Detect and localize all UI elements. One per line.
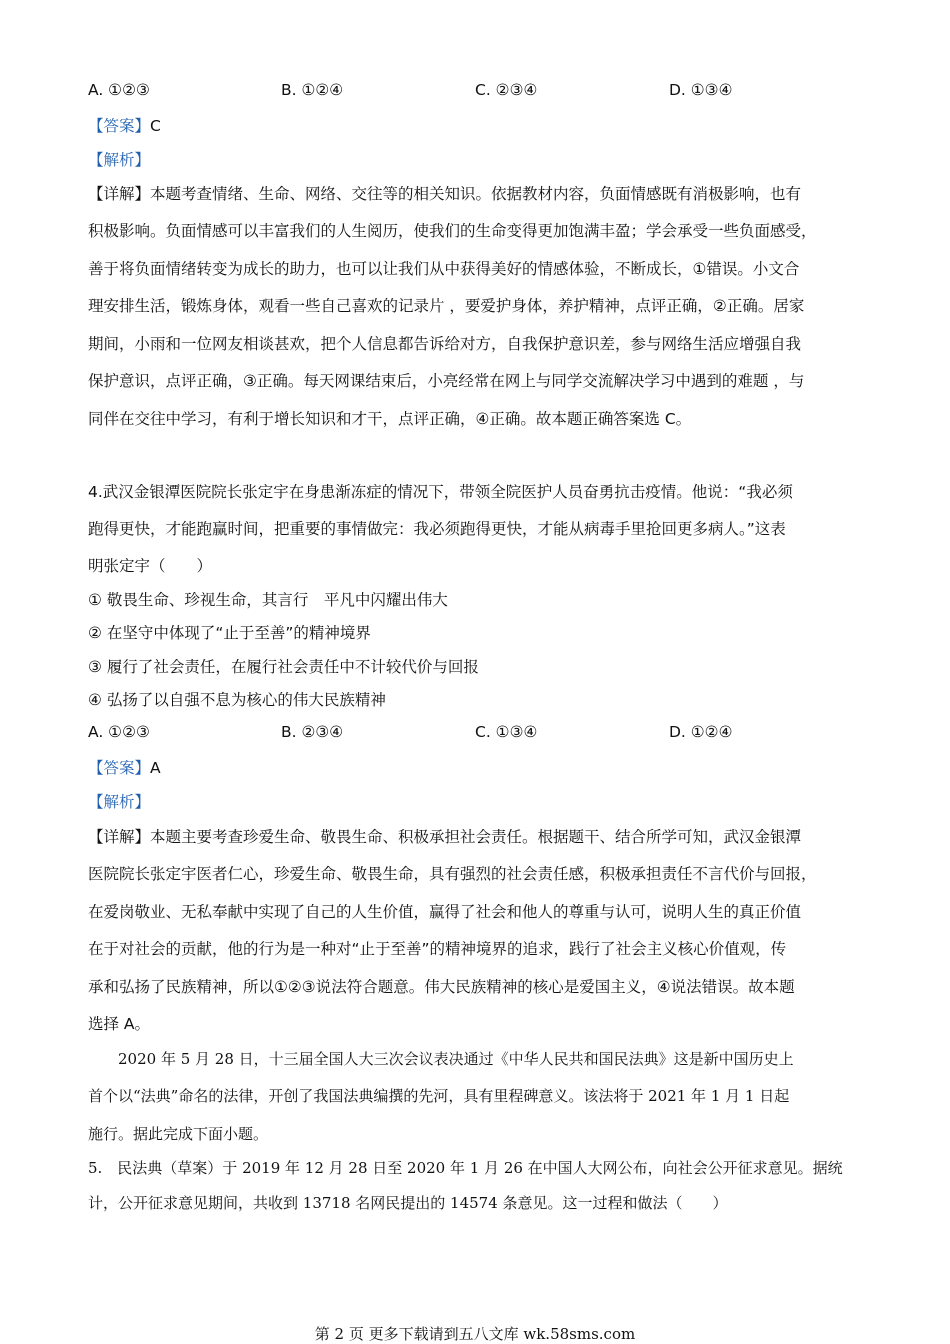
q4-statement: ② 在坚守中体现了“止于至善”的精神境界 [88, 624, 371, 642]
q3-analysis-label: 【解析】 [88, 151, 151, 169]
answer-value: C [150, 117, 161, 135]
q4-detail-line: 医院院长张定宇医者仁心，珍爱生命、敬畏生命，具有强烈的社会责任感，积极承担责任不言代价与回报， [88, 865, 817, 883]
q4-answer [88, 758, 161, 778]
q3-detail-line: 理安排生活，锻炼身体，观看一些自己喜欢的记录片 ，要爱护身体，养护精神，点评正确，②正确。居家 [88, 297, 805, 315]
q4-detail-line: 在爱岗敬业、无私奉献中实现了自己的人生价值，赢得了社会和他人的尊重与认可，说明人生的真正价值 [88, 903, 802, 921]
q4-analysis-label: 【解析】 [88, 793, 151, 811]
q4-stem-line: 4.武汉金银潭医院院长张定宇在身患渐冻症的情况下，带领全院医护人员奋勇抗击疫情。他说：“我必须 [88, 483, 793, 501]
q3-option-b[interactable]: B. ①②④ [281, 81, 344, 99]
q3-option-c[interactable]: C. ②③④ [475, 81, 538, 99]
q4-statement: ① 敬畏生命、珍视生命，其言行 平凡中闪耀出伟大 [88, 591, 448, 609]
q3-detail-line: 积极影响。负面情感可以丰富我们的人生阅历，使我们的生命变得更加饱满丰盈；学会承受一些负面感受， [88, 222, 817, 240]
q4-detail-line: 选择 A。 [88, 1015, 151, 1033]
q3-detail-line: 同伴在交往中学习，有利于增长知识和才干，点评正确，④正确。故本题正确答案选 C。 [88, 410, 692, 428]
q3-options [88, 81, 868, 103]
answer-label: 【答案】 [88, 117, 151, 135]
answer-value: A [150, 759, 161, 777]
material-line: 施行。据此完成下面小题。 [88, 1125, 269, 1143]
q4-stem-line: 跑得更快，才能跑赢时间，把重要的事情做完：我必须跑得更快，才能从病毒手里抢回更多病人。”这表 [88, 520, 786, 538]
q3-detail-line: 期间，小雨和一位网友相谈甚欢，把个人信息都告诉给对方，自我保护意识差，参与网络生活应增强自我 [88, 335, 802, 353]
q3-detail-line: 善于将负面情绪转变为成长的助力，也可以让我们从中获得美好的情感体验，不断成长，①错误。小文合 [88, 260, 800, 278]
answer-label: 【答案】 [88, 759, 151, 777]
q4-statement: ④ 弘扬了以自强不息为核心的伟大民族精神 [88, 691, 386, 709]
q3-option-d[interactable]: D. ①③④ [669, 81, 733, 99]
q4-detail-line [88, 827, 801, 847]
detail-text: 本题考查情绪、生命、网络、交往等的相关知识。依据教材内容，负面情感既有消极影响，也有 [150, 185, 802, 203]
q4-option-b[interactable]: B. ②③④ [281, 723, 344, 741]
q3-detail-line: 保护意识，点评正确，③正确。每天网课结束后，小亮经常在网上与同学交流解决学习中遇到的难题 ，与 [88, 372, 805, 390]
q4-option-a[interactable]: A. ①②③ [88, 723, 150, 741]
detail-label: 【详解】 [88, 828, 151, 846]
q3-answer [88, 116, 161, 136]
q4-stem-line: 明张定宇（ ） [88, 557, 213, 575]
detail-text: 本题主要考查珍爱生命、敬畏生命、积极承担社会责任。根据题干、结合所学可知，武汉金银潭 [150, 828, 802, 846]
q5-stem-line: 5. 民法典（草案）于 2019 年 12 月 28 日至 2020 年 1 月 26 在中国人大网公布，向社会公开征求意见。据统 [88, 1159, 843, 1177]
q3-detail-line [88, 184, 801, 204]
q4-statement: ③ 履行了社会责任，在履行社会责任中不计较代价与回报 [88, 658, 479, 676]
q4-option-c[interactable]: C. ①③④ [475, 723, 538, 741]
material-line: 2020 年 5 月 28 日，十三届全国人大三次会议表决通过《中华人民共和国民法典》这是新中国历史上 [118, 1050, 794, 1068]
q5-stem-line: 计，公开征求意见期间，共收到 13718 名网民提出的 14574 条意见。这一过程和做法（ ） [88, 1194, 728, 1212]
q4-options [88, 723, 868, 745]
material-line: 首个以“法典”命名的法律，开创了我国法典编撰的先河，具有里程碑意义。该法将于 2021 年 1 月 1 日起 [88, 1087, 790, 1105]
page-footer: 第 2 页 更多下载请到五八文库 wk.58sms.com [314, 1325, 636, 1343]
q4-option-d[interactable]: D. ①②④ [669, 723, 733, 741]
q3-option-a[interactable]: A. ①②③ [88, 81, 150, 99]
q4-detail-line: 在于对社会的贡献，他的行为是一种对“止于至善”的精神境界的追求，践行了社会主义核心价值观，传 [88, 940, 787, 958]
detail-label: 【详解】 [88, 185, 151, 203]
q4-detail-line: 承和弘扬了民族精神，所以①②③说法符合题意。伟大民族精神的核心是爱国主义，④说法错误。故本题 [88, 978, 795, 996]
